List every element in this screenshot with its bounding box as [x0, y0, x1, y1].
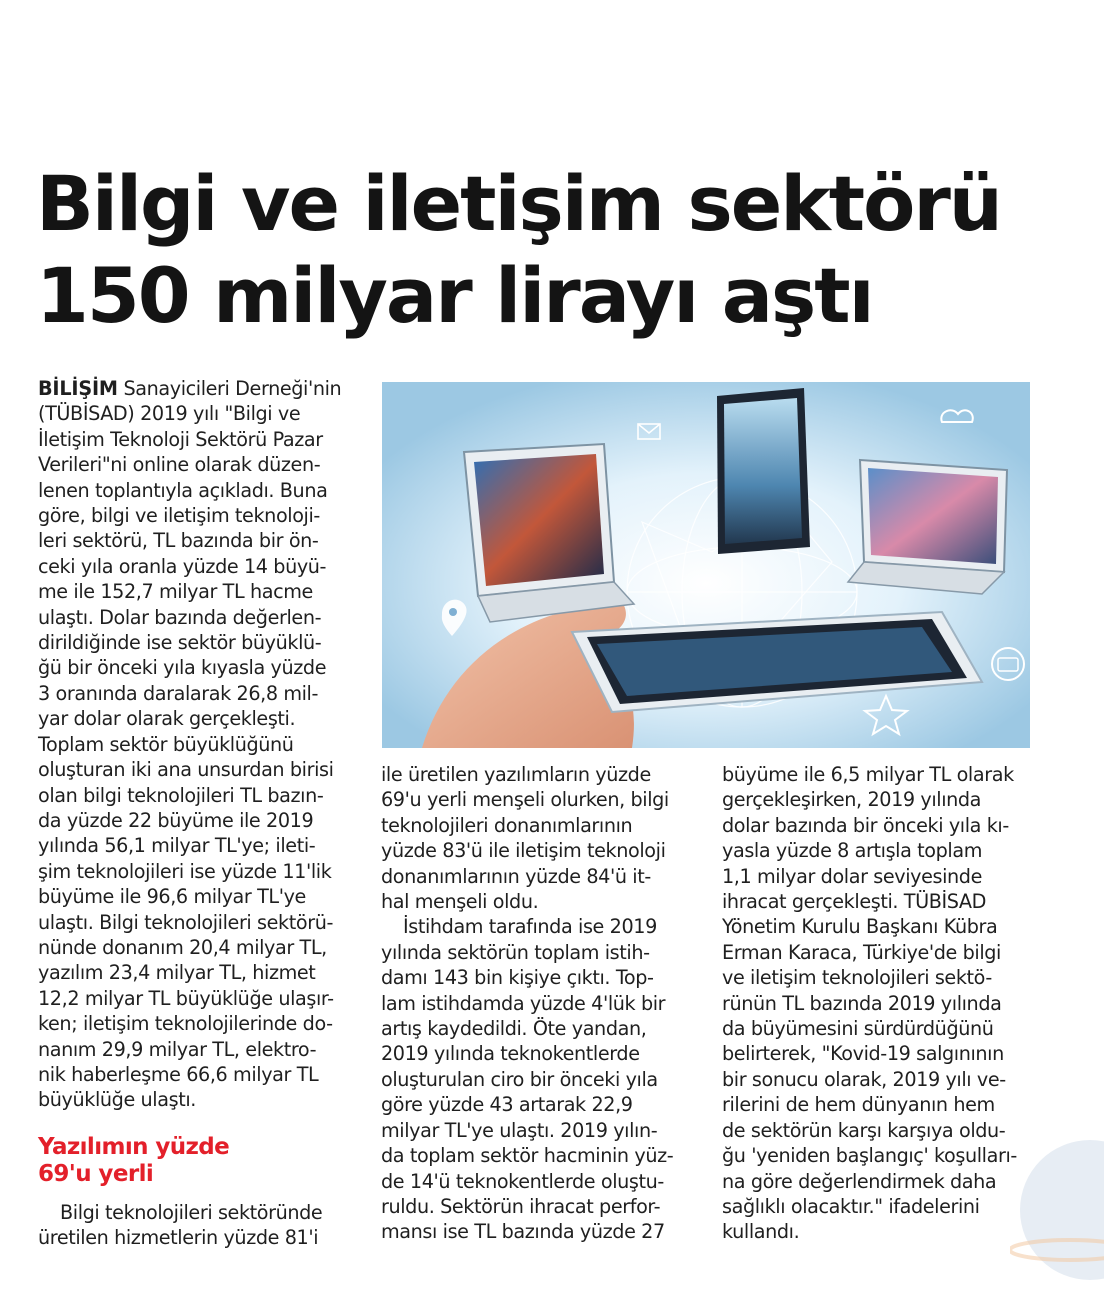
column-line: Yönetim Kurulu Başkanı Kübra — [722, 915, 998, 939]
column-line: rünün TL bazında 2019 yılında — [722, 991, 1002, 1015]
column-line: sağlıklı olacaktır." ifadelerini — [722, 1194, 980, 1218]
tablet-icon — [717, 388, 810, 554]
column-line: de sektörün karşı karşıya oldu- — [722, 1118, 1006, 1142]
column-line: na göre değerlendirmek daha — [722, 1169, 997, 1193]
column-line: Toplam sektör büyüklüğünü — [38, 732, 294, 756]
column-line: dolar bazında bir önceki yıla kı- — [722, 813, 1009, 837]
column-line: donanımlarının yüzde 84'ü it- — [381, 864, 651, 888]
column-line: yasla yüzde 8 artışla toplam — [722, 839, 982, 863]
column-line: artış kaydedildi. Öte yandan, — [381, 1017, 647, 1041]
column-line: yılında 56,1 milyar TL'ye; ileti- — [38, 834, 316, 858]
column-line: 2019 yılında teknokentlerde — [381, 1042, 640, 1066]
headline-line-1: Bilgi ve iletişim sektörü — [36, 159, 1001, 248]
column-line: ulaştı. Bilgi teknolojileri sektörü- — [38, 910, 334, 934]
column-line: 12,2 milyar TL büyüklüğe ulaşır- — [38, 986, 334, 1010]
column-line: leri sektörü, TL bazında bir ön- — [38, 529, 319, 553]
hero-illustration — [382, 382, 1030, 748]
column-line: yılında sektörün toplam istih- — [381, 940, 650, 964]
column-line: mansı ise TL bazında yüzde 27 — [381, 1220, 665, 1244]
headline-line-2: 150 milyar lirayı aştı — [36, 251, 873, 340]
column-line-text: Sanayicileri Derneği'nin — [117, 377, 342, 400]
column-line: ulaştı. Dolar bazında değerlen- — [38, 605, 322, 629]
column-line: de 14'ü teknokentlerde oluştu- — [381, 1169, 664, 1193]
column-line: hal menşeli oldu. — [381, 890, 539, 914]
column-line: da büyümesini sürdürdüğünü — [722, 1017, 994, 1041]
column-line: nik haberleşme 66,6 milyar TL — [38, 1062, 319, 1086]
column-line: kullandı. — [722, 1220, 800, 1244]
column-line: göre, bilgi ve iletişim teknoloji- — [38, 504, 320, 528]
column-line: üretilen hizmetlerin yüzde 81'i — [38, 1226, 319, 1250]
column-line: oluşturan iki ana unsurdan birisi — [38, 758, 334, 782]
column-line: gerçekleşirken, 2019 yılında — [722, 788, 982, 812]
column-line: ken; iletişim teknolojilerinde do- — [38, 1012, 333, 1036]
column-line: büyüme ile 96,6 milyar TL'ye — [38, 885, 306, 909]
column-line: nünde donanım 20,4 milyar TL, — [38, 935, 327, 959]
column-line: teknolojileri donanımlarının — [381, 813, 633, 837]
column-line: Erman Karaca, Türkiye'de bilgi — [722, 940, 1001, 964]
column-line: şim teknolojileri ise yüzde 11'lik — [38, 859, 332, 883]
column-line: 3 oranında daralarak 26,8 mil- — [38, 681, 319, 705]
column-line: yüzde 83'ü ile iletişim teknoloji — [381, 839, 666, 863]
column-line: büyüme ile 6,5 milyar TL olarak — [722, 763, 1014, 786]
column-line: ğü bir önceki yıla kıyasla yüzde — [38, 656, 327, 680]
column-line: me ile 152,7 milyar TL hacme — [38, 580, 313, 604]
column-line: İletişim Teknoloji Sektörü Pazar — [38, 427, 323, 451]
column-line: dirildiğinde ise sektör büyüklü- — [38, 631, 322, 655]
column-line: oluşturulan ciro bir önceki yıla — [381, 1067, 658, 1091]
subheading-line-2: 69'u yerli — [38, 1161, 154, 1187]
kicker: BİLİŞİM — [38, 377, 118, 400]
hero-image — [382, 382, 1030, 748]
column-line: bir sonucu olarak, 2019 yılı ve- — [722, 1067, 1006, 1091]
headline — [36, 158, 1076, 342]
column-line: olan bilgi teknolojileri TL bazın- — [38, 783, 324, 807]
column-line: lenen toplantıyla açıkladı. Buna — [38, 478, 328, 502]
column-line: milyar TL'ye ulaştı. 2019 yılın- — [381, 1118, 658, 1142]
laptop-icon — [848, 460, 1007, 594]
column-line: ihracat gerçekleşti. TÜBİSAD — [722, 890, 986, 914]
column-line: rilerini de hem dünyanın hem — [722, 1093, 995, 1117]
column-line: Bilgi teknolojileri sektöründe — [60, 1201, 323, 1224]
column-line: büyüklüğe ulaştı. — [38, 1088, 196, 1112]
column-line: nanım 29,9 milyar TL, elektro- — [38, 1037, 317, 1061]
column-line: da yüzde 22 büyüme ile 2019 — [38, 808, 314, 832]
column-line: ceki yıla oranla yüzde 14 büyü- — [38, 554, 327, 578]
column-line: İstihdam tarafında ise 2019 — [403, 915, 657, 939]
column-line: ile üretilen yazılımların yüzde — [381, 763, 651, 786]
article-column-1-continued — [38, 1200, 368, 1251]
column-line: da toplam sektör hacminin yüz- — [381, 1144, 674, 1168]
article-column-1 — [38, 376, 368, 1113]
column-line: 69'u yerli menşeli olurken, bilgi — [381, 788, 669, 812]
column-line: damı 143 bin kişiye çıktı. Top- — [381, 966, 654, 990]
article-column-2 — [381, 762, 701, 1245]
article-column-3 — [722, 762, 1052, 1245]
column-line: (TÜBİSAD) 2019 yılı "Bilgi ve — [38, 402, 301, 426]
column-line: ğu 'yeniden başlangıç' koşulları- — [722, 1144, 1017, 1168]
column-line: ruldu. Sektörün ihracat perfor- — [381, 1194, 661, 1218]
column-line: yar dolar olarak gerçekleşti. — [38, 707, 296, 731]
column-line: 1,1 milyar dolar seviyesinde — [722, 864, 982, 888]
column-line: yazılım 23,4 milyar TL, hizmet — [38, 961, 316, 985]
column-line: ve iletişim teknolojileri sektö- — [722, 966, 992, 990]
column-line: lam istihdamda yüzde 4'lük bir — [381, 991, 666, 1015]
subheading — [38, 1134, 368, 1188]
column-line: göre yüzde 43 artarak 22,9 — [381, 1093, 633, 1117]
column-line: belirterek, "Kovid-19 salgınının — [722, 1042, 1004, 1066]
column-line: Verileri"ni online olarak düzen- — [38, 453, 321, 477]
column-line — [38, 376, 368, 401]
planet-watermark-icon — [1010, 1100, 1104, 1310]
subheading-line-1: Yazılımın yüzde — [38, 1134, 230, 1160]
